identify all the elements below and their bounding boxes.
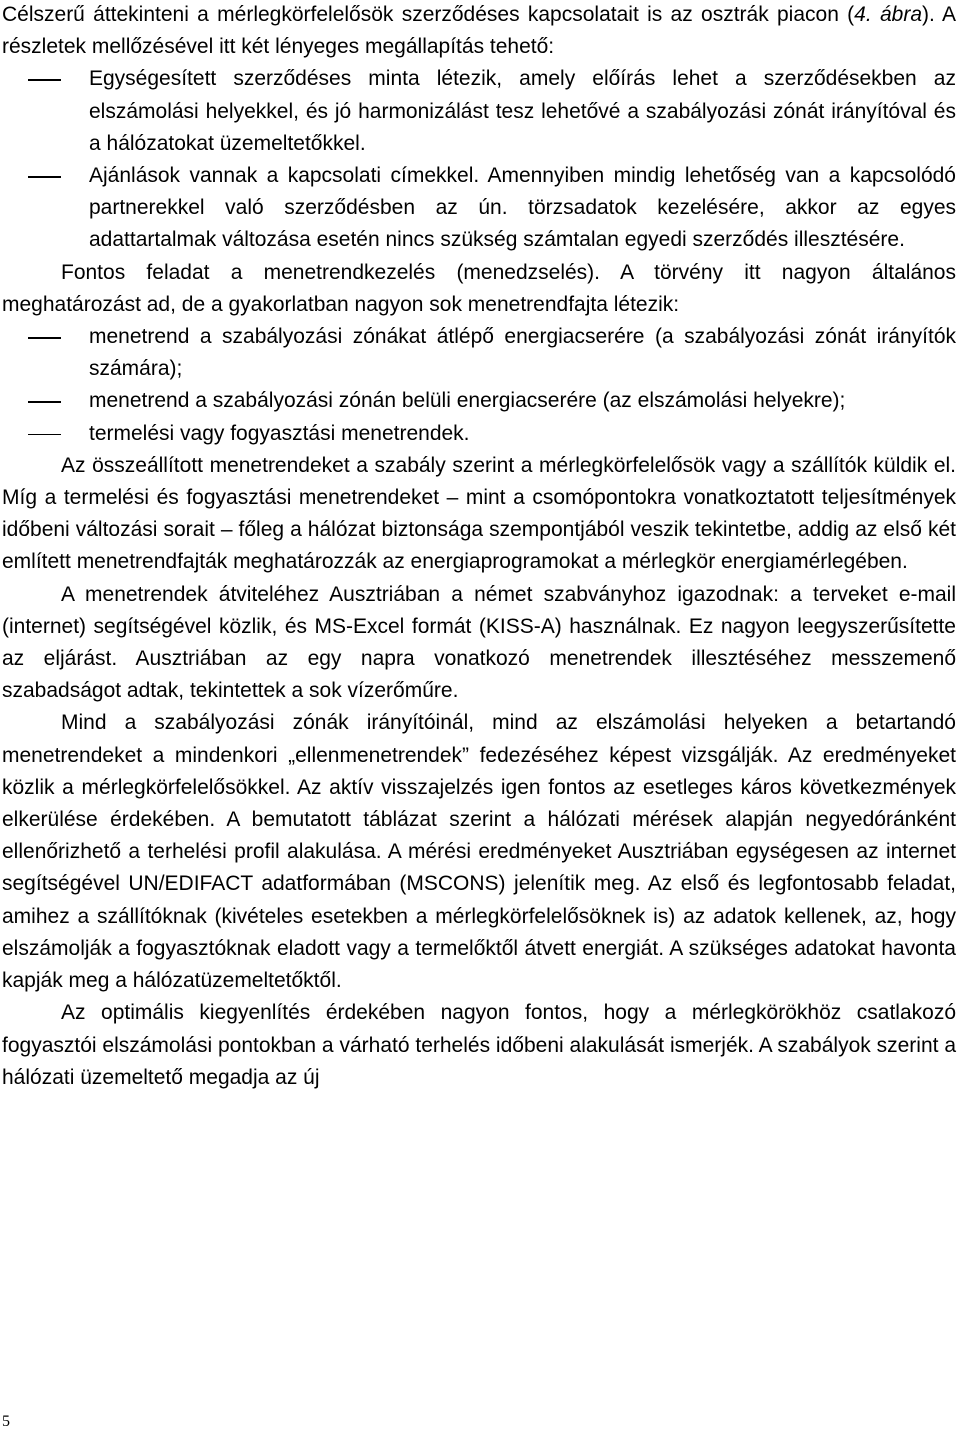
list-item-text: Egységesített szerződéses minta létezik, amely előírás lehet a szerződésekben az elszámolási helyekkel, és jó harmonizálást tesz lehetővé a szabályozási zónát irányítóval és a hálózatokat üzemeltetőkkel. [89, 67, 956, 155]
schedule-management-paragraph: Fontos feladat a menetrendkezelés (menedzselés). A törvény itt nagyon általános meghatározást ad, de a gyakorlatban nagyon sok menetrendfajta létezik: [2, 260, 956, 316]
list-item-text: menetrend a szabályozási zónákat átlépő energiacserére (a szabályozási zónát irányítók számára); [89, 325, 956, 381]
dash-bullet [28, 337, 61, 339]
list-item [2, 385, 956, 417]
page-number: 5 [2, 1413, 10, 1430]
figure-reference: 4. ábra [854, 3, 923, 26]
agreements-list [2, 63, 956, 256]
verification-paragraph: Mind a szabályozási zónák irányítóinál, mind az elszámolási helyeken a betartandó menetrendeket a mindenkori „ellenmenetrendek” fedezéséhez képest vizsgálják. Az eredményeket közlik a mérlegkörfelelősökkel. Az aktív visszajelzés igen fontos az esetleges káros következmények elkerülése érdekében. A bemutatott táblázat szerint a hálózati mérések alapján negyedóránként ellenőrizhető a terhelési profil alakulása. A mérési eredményeket Ausztriában egységesen az internet segítségével UN/EDIFACT adatformában (MSCONS) jelenítik meg. Az első és legfontosabb feladat, amihez a szállítóknak (kivételes esetekben a mérlegkörfelelősöknek is) az adatok kellenek, az, hogy elszámolják a fogyasztóknak eladott vagy a termelőktől átvett energiát. A szükséges adatokat havonta kapják meg a hálózatüzemeltetőktől. [2, 711, 956, 993]
dash-bullet [28, 434, 61, 436]
list-item [2, 321, 956, 385]
intro-text-end: ). A részletek mellőzésével itt két lényeges megállapítás tehető: [2, 3, 956, 59]
intro-text-start: Célszerű áttekinteni a mérlegkörfelelősök szerződéses kapcsolatait is az osztrák piacon ( [2, 3, 855, 26]
schedule-types-list [2, 321, 956, 450]
schedule-submission-paragraph: Az összeállított menetrendeket a szabály szerint a mérlegkörfelelősök vagy a szállítók küldik el. Míg a termelési és fogyasztási menetrendeket – mint a csomópontokra vonatkoztatott teljesítmények időbeni változási sorait – főleg a hálózat biztonsága szempontjából veszik tekintetbe, addig az első két említett menetrendfajták meghatározzák az energiaprogramokat a mérlegkör energiamérlegében. [2, 453, 956, 574]
list-item-text: termelési vagy fogyasztási menetrendek. [89, 421, 470, 445]
list-item [2, 418, 956, 450]
list-item-text: menetrend a szabályozási zónán belüli energiacserére (az elszámolási helyekre); [89, 389, 846, 413]
balancing-paragraph: Az optimális kiegyenlítés érdekében nagyon fontos, hogy a mérlegkörökhöz csatlakozó fogyasztói elszámolási pontokban a várható terhelés időbeni alakulását ismerjék. A szabályok szerint a hálózati üzemeltető megadja az új [2, 1001, 956, 1089]
intro-paragraph [2, 0, 956, 63]
list-item-text: Ajánlások vannak a kapcsolati címekkel. Amennyiben mindig lehetőség van a kapcsolódó partnerekkel való szerződésben az ún. törzsadatok kezelésére, akkor az egyes adattartalmak változása esetén nincs szükség számtalan egyedi szerződés illesztésére. [89, 164, 956, 252]
dash-bullet [28, 79, 61, 81]
schedule-transfer-paragraph: A menetrendek átviteléhez Ausztriában a német szabványhoz igazodnak: a terveket e-mail (internet) segítségével közlik, és MS-Excel formát (KISS-A) használnak. Ez nagyon leegyszerűsítette az eljárást. Ausztriában az egy napra vonatkozó menetrendek illesztéséhez messzemenő szabadságot adtak, tekintettek a sok vízerőműre. [2, 582, 956, 703]
dash-bullet [28, 176, 61, 178]
document-page [2, 0, 956, 1094]
dash-bullet [28, 401, 61, 403]
list-item [2, 160, 956, 257]
list-item [2, 63, 956, 160]
